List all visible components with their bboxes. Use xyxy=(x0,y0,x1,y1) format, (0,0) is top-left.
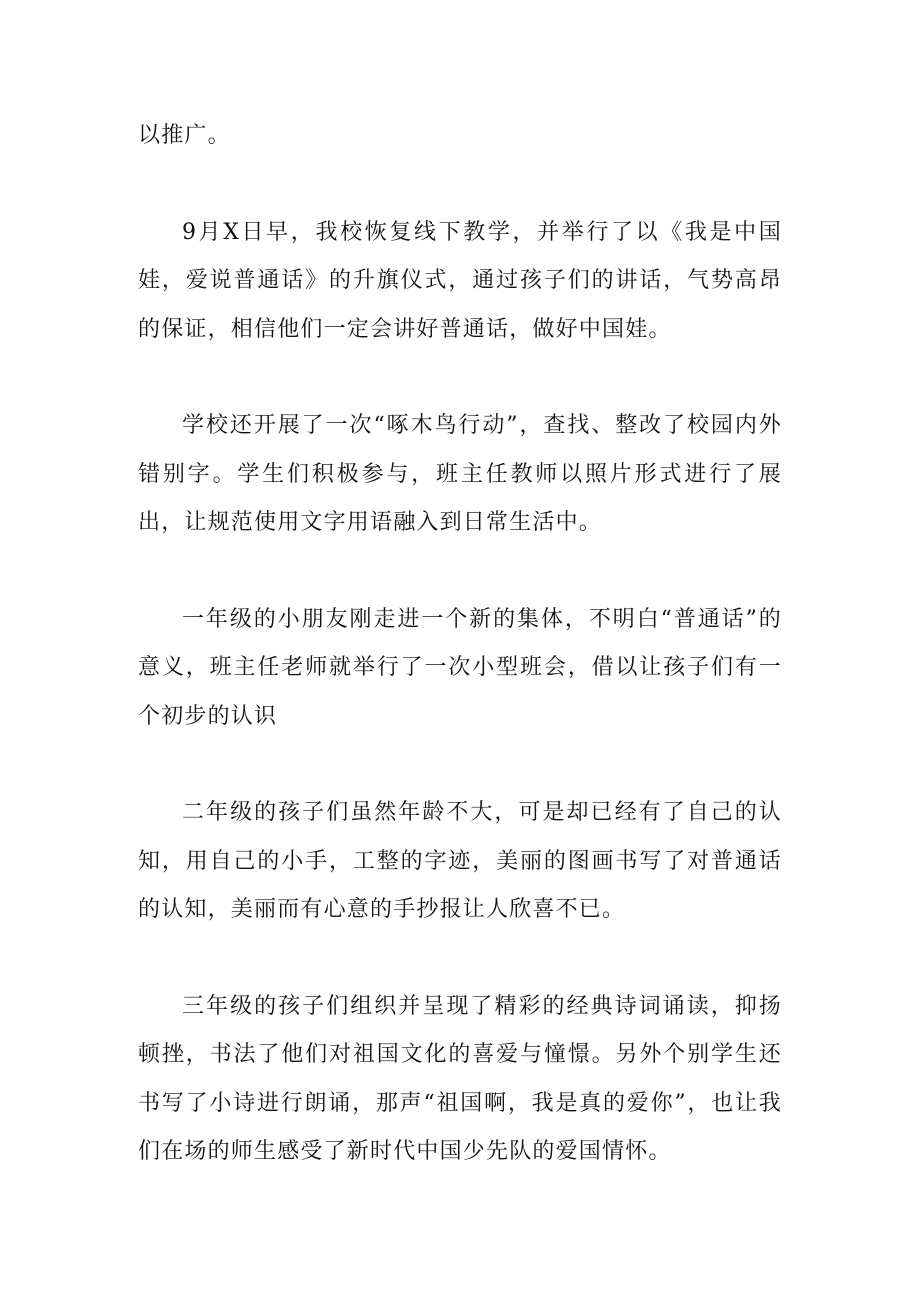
paragraph-grade-three: 三年级的孩子们组织并呈现了精彩的经典诗词诵读，抑扬顿挫，书法了他们对祖国文化的喜爱与憧憬。另外个别学生还书写了小诗进行朗诵，那声“祖国啊，我是真的爱你”，也让我们在场的师生感受了新时代中国少先队的爱国情怀。 xyxy=(138,993,782,1164)
paragraph-continuation: 以推广。 xyxy=(138,123,231,148)
paragraph-woodpecker-action: 学校还开展了一次“啄木鸟行动”，查找、整改了校园内外错别字。学生们积极参与，班主任教师以照片形式进行了展出，让规范使用文字用语融入到日常生活中。 xyxy=(138,413,782,535)
paragraph-flag-ceremony: 9月X日早，我校恢复线下教学，并举行了以《我是中国娃，爱说普通话》的升旗仪式，通过孩子们的讲话，气势高昂的保证，相信他们一定会讲好普通话，做好中国娃。 xyxy=(138,219,782,342)
paragraph-grade-two: 二年级的孩子们虽然年龄不大，可是却已经有了自己的认知，用自己的小手，工整的字迹，美丽的图画书写了对普通话的认知，美丽而有心意的手抄报让人欣喜不已。 xyxy=(138,800,782,922)
paragraph-grade-one: 一年级的小朋友刚走进一个新的集体，不明白“普通话”的意义，班主任老师就举行了一次小型班会，借以让孩子们有一个初步的认识 xyxy=(138,606,782,729)
